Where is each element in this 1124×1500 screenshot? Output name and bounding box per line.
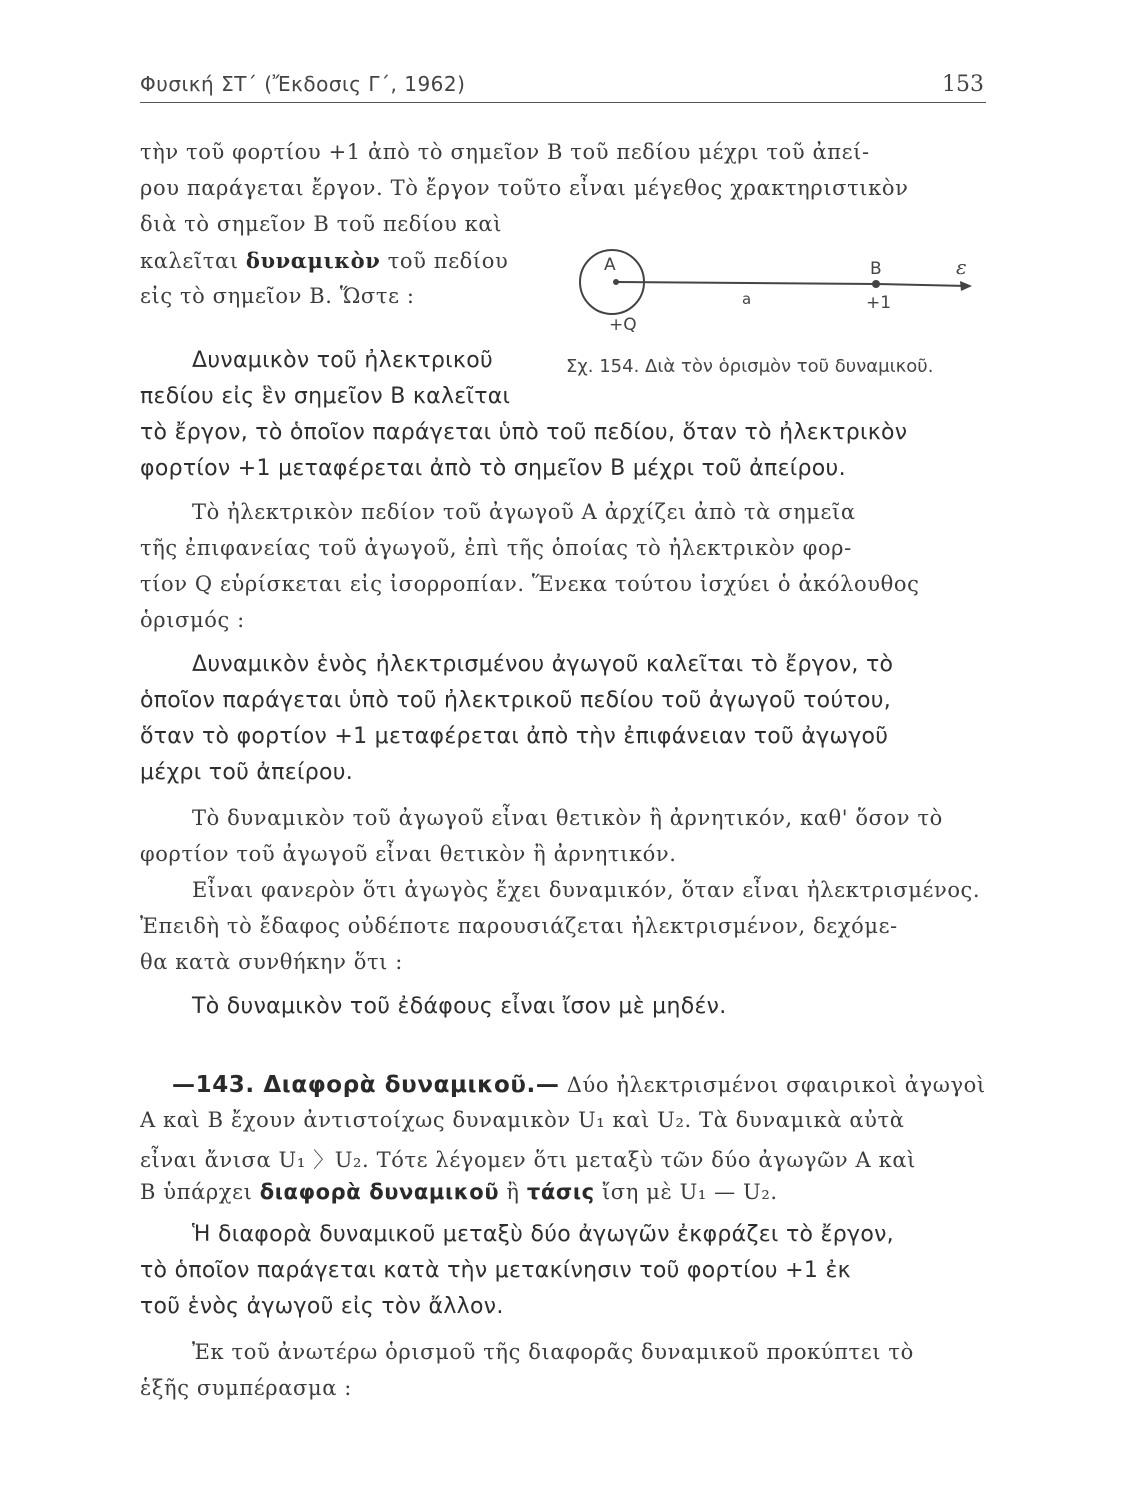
running-title: Φυσική ΣΤ΄ (Ἔκδοσις Γ΄, 1962)	[140, 72, 466, 96]
text-span: καλεῖται	[140, 249, 239, 273]
text-line: τὸ ἔργον, τὸ ὁποῖον παράγεται ὑπὸ τοῦ πεδίου, ὅταν τὸ ἠλεκτρικὸν	[140, 420, 908, 445]
text-line: Δυναμικὸν τοῦ ἠλεκτρικοῦ	[192, 348, 493, 373]
text-line: θα κατὰ συνθήκην ὅτι :	[140, 950, 403, 974]
figure-154	[576, 240, 986, 340]
arrow-head-icon	[960, 281, 972, 291]
text-line: τῆς ἐπιφανείας τοῦ ἀγωγοῦ, ἐπὶ τῆς ὁποίας τὸ ἠλεκτρικὸν φορ-	[140, 536, 852, 560]
label-Q: +Q	[609, 315, 637, 335]
text-line: φορτίον τοῦ ἀγωγοῦ εἶναι θετικὸν ἢ ἀρνητικόν.	[140, 842, 677, 866]
text-span: τοῦ πεδίου	[387, 249, 509, 273]
text-line: τὸ ὁποῖον παράγεται κατὰ τὴν μετακίνησιν τοῦ φορτίου +1 ἐκ	[140, 1258, 851, 1283]
text-line	[140, 1180, 778, 1204]
term-voltage: τάσις	[526, 1180, 595, 1204]
field-arrow-line	[876, 284, 968, 286]
text-line: Α καὶ Β ἔχουν ἀντιστοίχως δυναμικὸν U₁ καὶ U₂. Τὰ δυναμικὰ αὐτὰ	[140, 1108, 905, 1132]
text-line: πεδίου εἰς ἓν σημεῖον Β καλεῖται	[140, 384, 511, 409]
text-span: ἢ	[506, 1180, 520, 1204]
label-plus-one: +1	[866, 293, 892, 313]
term-potential-difference: διαφορὰ δυναμικοῦ	[259, 1180, 500, 1204]
label-field: ε	[956, 255, 967, 279]
text-line: μέχρι τοῦ ἀπείρου.	[140, 760, 354, 785]
text-line: τίον Q εὑρίσκεται εἰς ἰσορροπίαν. Ἕνεκα τούτου ἰσχύει ὁ ἀκόλουθος	[140, 572, 920, 596]
label-a: a	[742, 290, 752, 308]
text-line: Εἶναι φανερὸν ὅτι ἀγωγὸς ἔχει δυναμικόν, ὅταν εἶναι ἠλεκτρισμένος.	[192, 878, 981, 902]
text-line: ὅταν τὸ φορτίον +1 μεταφέρεται ἀπὸ τὴν ἐπιφάνειαν τοῦ ἀγωγοῦ	[140, 724, 889, 749]
text-line: Ἡ διαφορὰ δυναμικοῦ μεταξὺ δύο ἀγωγῶν ἐκφράζει τὸ ἔργον,	[192, 1222, 894, 1247]
text-span: Δύο ἠλεκτρισμένοι σφαιρικοὶ ἀγωγοὶ	[566, 1073, 986, 1097]
text-line: Ἐπειδὴ τὸ ἔδαφος οὐδέποτε παρουσιάζεται ἠλεκτρισμένον, δεχόμε-	[140, 914, 898, 938]
section-heading: —143. Διαφορὰ δυναμικοῦ.—	[172, 1072, 560, 1098]
text-line: ὁρισμός :	[140, 608, 245, 632]
term-potential: δυναμικὸν	[245, 248, 381, 273]
text-line: Τὸ δυναμικὸν τοῦ ἀγωγοῦ εἶναι θετικὸν ἢ ἀρνητικόν, καθ' ὅσον τὸ	[192, 806, 943, 830]
figure-diagram	[576, 240, 986, 340]
label-A: A	[604, 255, 616, 275]
text-line: τοῦ ἑνὸς ἀγωγοῦ εἰς τὸν ἄλλον.	[140, 1294, 504, 1319]
text-span: Β ὑπάρχει	[140, 1180, 253, 1204]
figure-caption: Σχ. 154. Διὰ τὸν ὁρισμὸν τοῦ δυναμικοῦ.	[566, 356, 934, 377]
text-line	[140, 248, 508, 273]
text-span: ἴση μὲ U₁ — U₂.	[601, 1180, 778, 1204]
text-line: τὴν τοῦ φορτίου +1 ἀπὸ τὸ σημεῖον Β τοῦ πεδίου μέχρι τοῦ ἀπεί-	[140, 140, 870, 164]
section-143-line	[172, 1072, 986, 1098]
text-line: Τὸ ἠλεκτρικὸν πεδίον τοῦ ἀγωγοῦ Α ἀρχίζει ἀπὸ τὰ σημεῖα	[192, 500, 856, 524]
text-line: εἶναι ἄνισα U₁ 〉U₂. Τότε λέγομεν ὅτι μεταξὺ τῶν δύο ἀγωγῶν Α καὶ	[140, 1148, 916, 1172]
text-line: ὁποῖον παράγεται ὑπὸ τοῦ ἠλεκτρικοῦ πεδίου τοῦ ἀγωγοῦ τούτου,	[140, 688, 892, 713]
distance-line	[616, 282, 876, 284]
text-line: φορτίον +1 μεταφέρεται ἀπὸ τὸ σημεῖον Β μέχρι τοῦ ἀπείρου.	[140, 456, 846, 481]
text-line: ρου παράγεται ἔργον. Τὸ ἔργον τοῦτο εἶναι μέγεθος χρακτηριστικὸν	[140, 176, 909, 200]
text-line: εἰς τὸ σημεῖον Β. Ὥστε :	[140, 284, 415, 308]
label-B: B	[870, 259, 882, 279]
text-line: ἑξῆς συμπέρασμα :	[140, 1376, 352, 1400]
text-line: διὰ τὸ σημεῖον Β τοῦ πεδίου καὶ	[140, 212, 503, 236]
text-line: Δυναμικὸν ἑνὸς ἠλεκτρισμένου ἀγωγοῦ καλεῖται τὸ ἔργον, τὸ	[192, 652, 894, 677]
page-header	[140, 68, 986, 103]
text-line: Ἐκ τοῦ ἀνωτέρω ὁρισμοῦ τῆς διαφορᾶς δυναμικοῦ προκύπτει τὸ	[192, 1340, 914, 1364]
page-number: 153	[942, 72, 984, 97]
statement-line: Τὸ δυναμικὸν τοῦ ἐδάφους εἶναι ἴσον μὲ μηδέν.	[192, 994, 727, 1019]
